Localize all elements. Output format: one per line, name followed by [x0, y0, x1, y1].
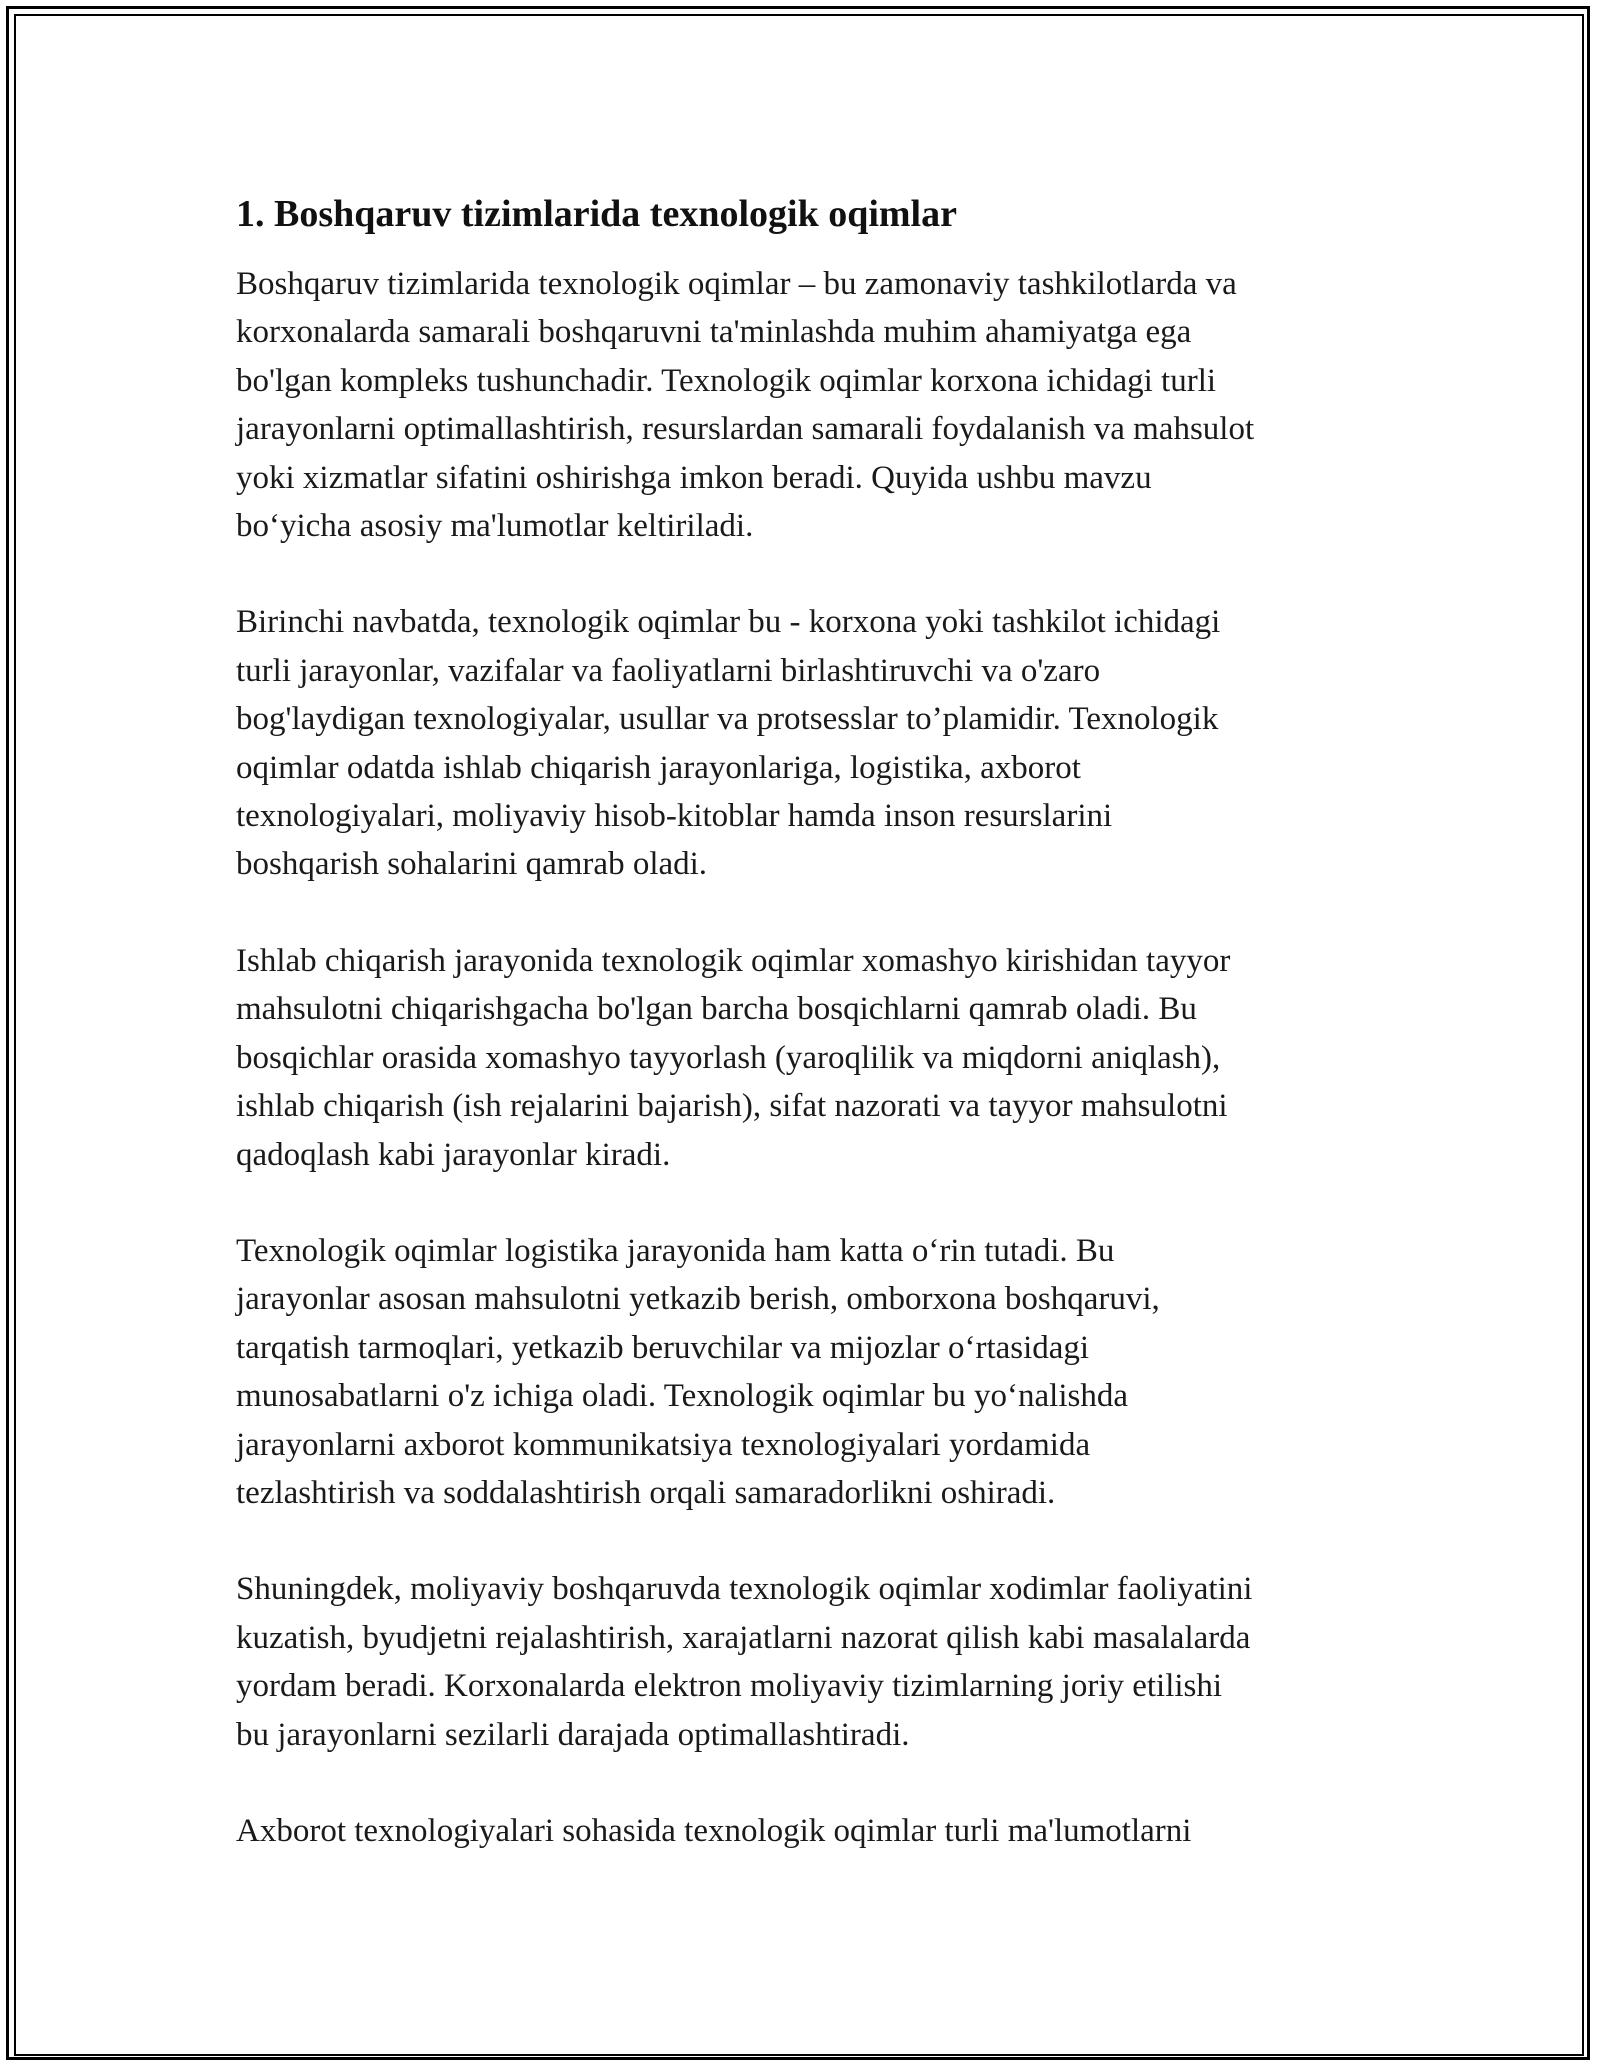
paragraph-line: korxonalarda samarali boshqaruvni ta'minlashda muhim ahamiyatga ega — [236, 314, 1192, 351]
paragraph-line: kuzatish, byudjetni rejalashtirish, xarajatlarni nazorat qilish kabi masalalarda — [236, 1619, 1251, 1656]
paragraph-line: jarayonlar asosan mahsulotni yetkazib berish, omborxona boshqaruvi, — [236, 1281, 1160, 1318]
paragraph-line: ishlab chiqarish (ish rejalarini bajarish), sifat nazorati va tayyor mahsulotni — [236, 1088, 1228, 1125]
body-paragraph — [236, 1227, 1386, 1517]
paragraph-line: yoki xizmatlar sifatini oshirishga imkon beradi. Quyida ushbu mavzu — [236, 459, 1152, 496]
paragraph-line: boshqarish sohalarini qamrab oladi. — [236, 846, 708, 883]
paragraph-line: turli jarayonlar, vazifalar va faoliyatlarni birlashtiruvchi va o'zaro — [236, 652, 1101, 689]
paragraph-line: bo‘yicha asosiy ma'lumotlar keltiriladi. — [236, 508, 754, 545]
body-paragraph — [236, 1807, 1386, 1855]
paragraph-line: Shuningdek, moliyaviy boshqaruvda texnologik oqimlar xodimlar faoliyatini — [236, 1571, 1253, 1608]
body-paragraph — [236, 598, 1386, 888]
paragraph-line: Axborot texnologiyalari sohasida texnologik oqimlar turli ma'lumotlarni — [236, 1812, 1192, 1849]
paragraph-line: bo'lgan kompleks tushunchadir. Texnologik oqimlar korxona ichidagi turli — [236, 362, 1217, 399]
paragraph-line: yordam beradi. Korxonalarda elektron moliyaviy tizimlarning joriy etilishi — [236, 1668, 1223, 1705]
paragraph-line: Ishlab chiqarish jarayonida texnologik oqimlar xomashyo kirishidan tayyor — [236, 942, 1231, 979]
section-heading: 1. Boshqaruv tizimlarida texnologik oqimlar — [236, 193, 957, 235]
paragraph-list — [236, 260, 1386, 1855]
paragraph-line: tarqatish tarmoqlari, yetkazib beruvchilar va mijozlar o‘rtasidagi — [236, 1329, 1090, 1366]
body-paragraph — [236, 1565, 1386, 1759]
paragraph-line: bu jarayonlarni sezilarli darajada optimallashtiradi. — [236, 1716, 910, 1753]
paragraph-line: munosabatlarni o'z ichiga oladi. Texnologik oqimlar bu yo‘nalishda — [236, 1378, 1128, 1415]
paragraph-line: texnologiyalari, moliyaviy hisob-kitoblar hamda inson resurslarini — [236, 798, 1113, 835]
paragraph-line: Boshqaruv tizimlarida texnologik oqimlar – bu zamonaviy tashkilotlarda va — [236, 266, 1237, 302]
paragraph-line: Birinchi navbatda, texnologik oqimlar bu - korxona yoki tashkilot ichidagi — [236, 604, 1221, 641]
paragraph-line: bog'laydigan texnologiyalar, usullar va protsesslar to’plamidir. Texnologik — [236, 701, 1219, 738]
document-body — [236, 190, 1386, 1903]
paragraph-line: jarayonlarni axborot kommunikatsiya texnologiyalari yordamida — [236, 1426, 1091, 1463]
paragraph-line: oqimlar odatda ishlab chiqarish jarayonlariga, logistika, axborot — [236, 749, 1081, 786]
paragraph-line: qadoqlash kabi jarayonlar kiradi. — [236, 1136, 671, 1173]
paragraph-line: bosqichlar orasida xomashyo tayyorlash (yaroqlilik va miqdorni aniqlash), — [236, 1039, 1221, 1076]
paragraph-line: Texnologik oqimlar logistika jarayonida ham katta o‘rin tutadi. Bu — [236, 1232, 1115, 1269]
body-paragraph — [236, 260, 1386, 550]
paragraph-line: mahsulotni chiqarishgacha bo'lgan barcha bosqichlarni qamrab oladi. Bu — [236, 991, 1197, 1028]
paragraph-line: jarayonlarni optimallashtirish, resurslardan samarali foydalanish va mahsulot — [236, 411, 1255, 448]
paragraph-line: tezlashtirish va soddalashtirish orqali samaradorlikni oshiradi. — [236, 1474, 1056, 1511]
body-paragraph — [236, 937, 1386, 1179]
